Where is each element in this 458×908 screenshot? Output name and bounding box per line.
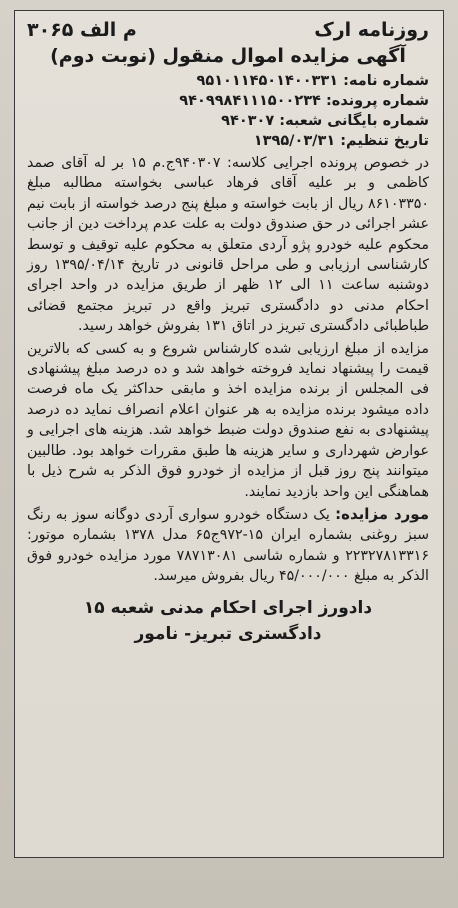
case-number: شماره پرونده: ۹۴۰۹۹۸۴۱۱۱۵۰۰۲۳۴ (179, 93, 429, 109)
body-paragraph-1: در خصوص پرونده اجرایی کلاسه: ۹۴۰۳۰۷ج.م ۱۵ بر له آقای صمد کاظمی و بر علیه آقای فرهاد عباسی بخواسته مطالبه مبلغ ۸۶۱۰۳۳۵۰ ریال از بابت خواسته و مبلغ پنج درصد خواسته از بابت نیم عشر اجرائی در حق صندوق دولت به علت عدم پرداخت دین از جانب محکوم علیه خودرو پژو آردی متعلق به محکوم علیه توقیف و توسط کارشناسی ارزیابی و طی مراحل قانونی در تاریخ ۱۳۹۵/۰۴/۱۴ روز دوشنبه ساعت ۱۱ الی ۱۲ ظهر از طریق مزایده در واحد اجرای احکام مدنی دو دادگستری تبریز واقع در تبریز مجتمع قضائی طباطبائی دادگستری تبریز در اتاق ۱۳۱ بفروش خواهد رسید. (27, 155, 430, 335)
notice-title: آگهی مزایده اموال منقول (نوبت دوم) (50, 45, 406, 67)
signature-line-1: دادورز اجرای احکام مدنی شعبه ۱۵ (83, 597, 373, 618)
notice-number: شماره نامه: ۹۵۱۰۱۱۴۵۰۱۴۰۰۳۳۱ (196, 73, 429, 89)
auction-item-title: مورد مزایده: (335, 504, 429, 523)
notice-meta (27, 71, 429, 151)
body-paragraph-2: مزایده از مبلغ ارزیابی شده کارشناس شروع و به کسی که بالاترین قیمت را پیشنهاد نماید فروخته خواهد شد و ده درصد مبلغ پیشنهادی فی المجلس از برنده مزایده اخذ و مابقی حداکثر یک ماه فرصت داده میشود برنده مزایده به هر عنوان اعلام انصراف نماید ده درصد پیشنهادی به نفع صندوق دولت ضبط خواهد شد. هزینه های اجرایی و عوارض شهرداری و سایر هزینه ها طبق مقررات خواهد بود. طالبین میتوانند پنج روز قبل از مزایده از خودرو فوق الذکر به شرح ذیل با هماهنگی این واحد بازدید نمایند. (27, 340, 429, 500)
newspaper-clipping (14, 10, 444, 858)
archive-number: شماره بایگانی شعبه: ۹۴۰۳۰۷ (221, 113, 429, 129)
newspaper-name: روزنامه ارک (314, 19, 429, 41)
issue-date: تاریخ تنظیم: ۱۳۹۵/۰۳/۳۱ (253, 133, 429, 149)
header-row (27, 17, 429, 43)
auction-item-text: یک دستگاه خودرو سواری آردی دوگانه سوز به رنگ سبز روغنی بشماره ایران ۱۵-۹۷۲ج۶۵ مدل ۱۳۷۸ بشماره موتور: ۲۲۳۲۷۸۱۳۳۱۶ و شماره شاسی ۷۸۷۱۳۰۸۱ مورد مزایده خودرو فوق الذکر به مبلغ ۴۵/۰۰۰/۰۰۰ ریال بفروش میرسد. (27, 506, 430, 585)
notice-code: م الف ۳۰۶۵ (27, 19, 137, 41)
signature-line-2: دادگستری تبریز- نامور (134, 623, 322, 644)
auction-item (27, 504, 429, 587)
signature-block (27, 595, 429, 647)
